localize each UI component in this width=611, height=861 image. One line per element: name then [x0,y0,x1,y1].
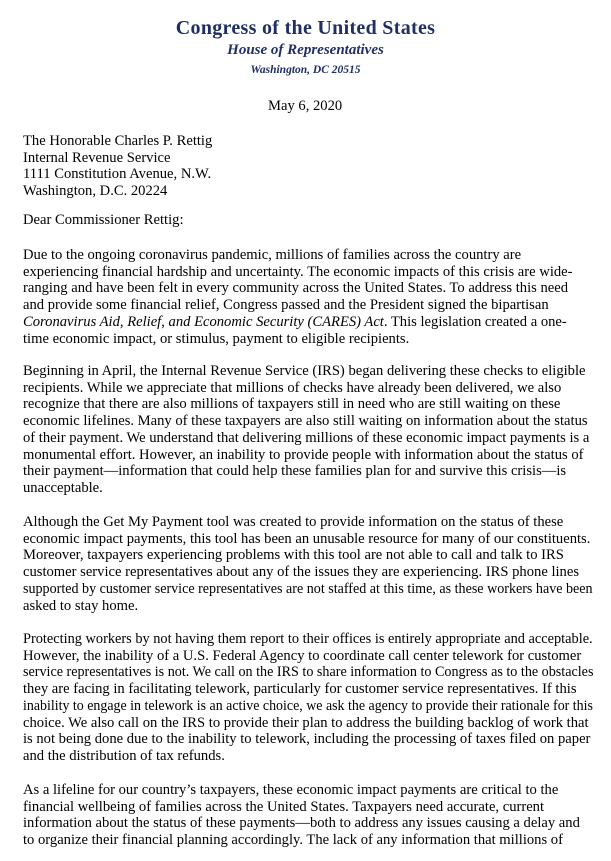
letterhead-congress: Congress of the United States [175,17,436,39]
paragraph-line: experiencing financial hardship and uncertainty. The economic impacts of this crisis are wide- [23,263,573,280]
paragraph-line: monumental effort. However, an inability to provide people with information about the status of [23,446,584,463]
paragraph-line: economic lifelines. Many of these taxpayers are also still waiting on information about the status [23,413,588,430]
paragraph-line: However, the inability of a U.S. Federal Agency to coordinate call center telework for customer [23,647,582,664]
paragraph-5 [23,782,589,849]
recipient-name: The Honorable Charles P. Rettig [23,133,213,149]
recipient-address [23,133,212,200]
paragraph-line: economic impact payments, this tool has been an unusable resource for many of our constituents. [23,530,591,547]
paragraph-line: Beginning in April, the Internal Revenue Service (IRS) began delivering these checks to eligible [23,363,586,379]
paragraph-line: they are facing in facilitating telework, particularly for customer service representatives. If this [23,681,577,698]
cares-act-title: Coronavirus Aid, Relief, and Economic Security (CARES) Act [23,313,384,330]
paragraph-line: recipients. While we appreciate that millions of checks have already been delivered, we also [23,379,562,396]
paragraph-line: asked to stay home. [23,597,139,614]
letter-date: May 6, 2020 [268,98,343,114]
paragraph-line-rest: . This legislation created a one- [383,313,567,330]
paragraph-line: inability to engage in telework is an active choice, we ask the agency to provide their rationale for this [23,697,593,714]
paragraph-line: supported by customer service representatives are not staffed at this time, as these workers have been [23,580,593,597]
paragraph-line: As a lifeline for our country’s taxpayers, these economic impact payments are critical to the [23,782,559,798]
paragraph-line: and the distribution of tax refunds. [23,747,225,764]
paragraph-line: choice. We also call on the IRS to provide their plan to address the building backlog of work that [23,714,589,731]
recipient-city: Washington, D.C. 20224 [23,183,168,200]
paragraph-line: ranging and have been felt in every community across the United States. To address this need [23,280,569,297]
paragraph-line: customer service representatives about any of the issues they are experiencing. IRS phone lines [23,564,580,581]
letterhead-house: House of Representatives [227,42,384,58]
salutation: Dear Commissioner Rettig: [23,212,184,228]
recipient-street: 1111 Constitution Avenue, N.W. [23,166,212,183]
paragraph-line: Although the Get My Payment tool was created to provide information on the status of these [23,514,564,530]
paragraph-line [23,314,589,331]
paragraph-line: service representatives is not. We call on the IRS to share information to Congress as to the obstacles [23,664,594,681]
paragraph-line: time economic impact, or stimulus, payment to eligible recipients. [23,330,410,347]
letterhead-city: Washington, DC 20515 [250,64,361,76]
paragraph-line: Protecting workers by not having them report to their offices is entirely appropriate and acceptable. [23,631,593,647]
paragraph-line: their payment—information that could help these families plan for and survive this crisis—is [23,463,567,480]
paragraph-line: is not being done due to the inability to telework, including the processing of taxes filed on paper [23,731,591,748]
paragraph-line: Moreover, taxpayers experiencing problems with this tool are not able to call and talk to IRS [23,547,564,564]
paragraph-line: Due to the ongoing coronavirus pandemic, millions of families across the country are [23,247,522,263]
paragraph-1 [23,247,589,347]
paragraph-line: and provide some financial relief, Congress passed and the President signed the bipartisan [23,297,549,314]
recipient-agency: Internal Revenue Service [23,149,171,166]
paragraph-4 [23,631,594,765]
paragraph-line: information about the status of these payments—both to address any issues causing a delay and [23,815,580,832]
paragraph-3 [23,514,593,614]
paragraph-line: recognize that there are also millions of taxpayers still in need who are still waiting on these [23,396,561,413]
paragraph-2 [23,363,589,497]
paragraph-line: financial wellbeing of families across the United States. Taxpayers need accurate, current [23,798,545,815]
paragraph-line: of their payment. We understand that delivering millions of these economic impact payments is a [23,429,590,446]
paragraph-line: unacceptable. [23,479,103,496]
paragraph-line: to organize their financial planning accordingly. The lack of any information that millions of [23,832,563,849]
